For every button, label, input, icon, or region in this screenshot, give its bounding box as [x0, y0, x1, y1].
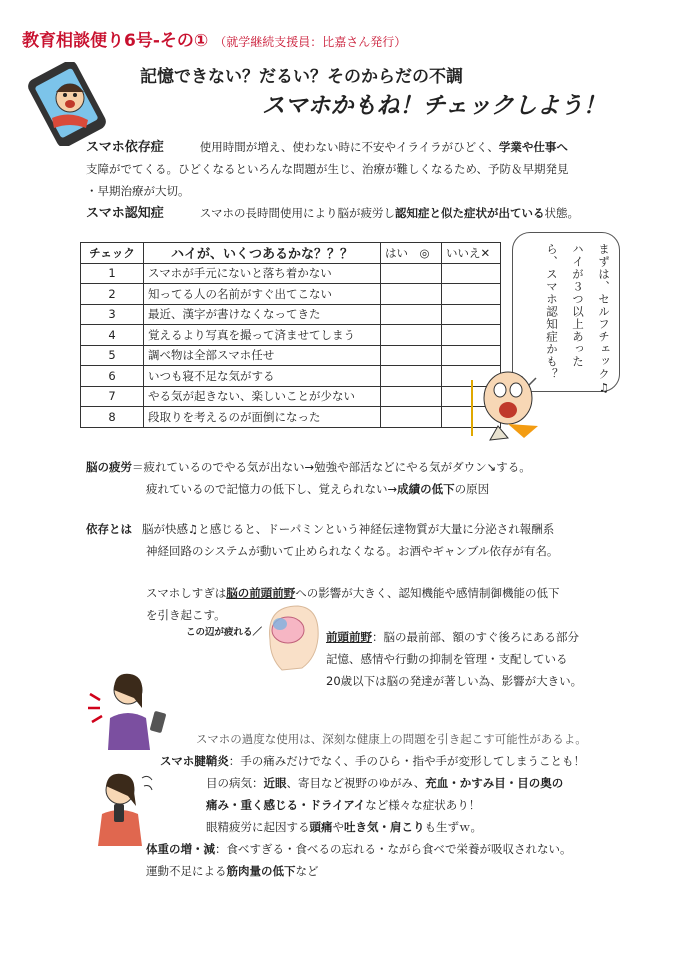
table-row: [81, 304, 501, 325]
eye-text1c: 、寄目など視野のゆがみ、: [286, 776, 426, 790]
table-row: [81, 284, 501, 305]
addiction-label: 依存とは: [86, 522, 132, 536]
table-row: [81, 366, 501, 387]
dementia-text-a: スマホの長時間使用により脳が疲労し: [199, 206, 396, 220]
exercise-line: [146, 860, 319, 882]
dependence-line1: [86, 136, 568, 159]
title-text: 教育相談便り6号-その①: [22, 31, 209, 51]
weight-label: 体重の増・減: [146, 842, 215, 856]
row-num: 1: [81, 263, 144, 284]
row-num: 7: [81, 386, 144, 407]
eye-text1d: 充血・かすみ目・目の奥の: [425, 776, 564, 790]
dependence-heading: スマホ依存症: [86, 140, 164, 155]
row-text: スマホが手元にないと落ち着かない: [144, 263, 381, 284]
fatigue-text2a: 疲れているので記憶力の低下し、覚えられない→: [146, 482, 398, 496]
shocked-character-illustration: [468, 360, 558, 442]
dependence-text-b: 学業や仕事へ: [498, 140, 568, 154]
eye-text3d: 吐き気・肩こり: [344, 820, 425, 834]
yes-cell[interactable]: [381, 263, 442, 284]
prefrontal-text1b: 脳の前頭前野: [226, 586, 296, 600]
row-num: 5: [81, 345, 144, 366]
yes-cell[interactable]: [381, 345, 442, 366]
row-text: 最近、漢字が書けなくなってきた: [144, 304, 381, 325]
prefrontal-text1a: スマホしすぎは: [146, 586, 227, 600]
no-cell[interactable]: [442, 263, 501, 284]
bubble-col3: ら、スマホ認知症かも？: [545, 243, 559, 381]
fatigue-label: 脳の疲労: [86, 460, 132, 474]
bubble-col1: まずは、セルフチェック♫: [597, 243, 611, 396]
prefrontal-term: 前頭前野: [326, 630, 372, 644]
yes-cell[interactable]: [381, 407, 442, 428]
prefrontal-def2: 記憶、感情や行動の抑制を管理・支配している: [326, 652, 568, 666]
fatigue-line2: [146, 478, 489, 500]
dementia-heading: スマホ認知症: [86, 206, 164, 221]
tendon-label: スマホ腱鞘炎: [160, 754, 229, 768]
dementia-line: [86, 202, 579, 225]
brain-callout: この辺が疲れる／: [186, 627, 263, 638]
prefrontal-line2: を引き起こす。: [146, 608, 226, 622]
table-row: [81, 345, 501, 366]
fatigue-text1: ＝疲れているのでやる気が出ない→勉強や部活などにやる気がダウン↘する。: [132, 460, 531, 474]
col-question: ハイが、いくつあるかな？？？: [144, 243, 381, 264]
eye-text3c: や: [332, 820, 344, 834]
col-no: いいえ✕: [442, 243, 501, 264]
yes-cell[interactable]: [381, 325, 442, 346]
prefrontal-def1-text: ：脳の最前部、額のすぐ後ろにある部分: [372, 630, 579, 644]
weight-line: [146, 838, 572, 860]
row-num: 4: [81, 325, 144, 346]
prefrontal-def3: 20歳以下は脳の発達が著しい為、影響が大きい。: [326, 674, 583, 688]
issuer-text: （就学継続支援員：比嘉さん発行）: [214, 35, 407, 49]
bubble-col2: ハイが３つ以上あった: [571, 243, 585, 368]
tendon-text: ：手の痛みだけでなく、手のひら・指や手が変形してしまうことも！: [228, 754, 586, 768]
yes-cell[interactable]: [381, 284, 442, 305]
row-text: いつも寝不足な気がする: [144, 366, 381, 387]
fatigue-text2b: 成績の低下: [397, 482, 455, 496]
eye-line3: [206, 816, 482, 838]
addiction-line1: [86, 518, 554, 540]
row-num: 2: [81, 284, 144, 305]
weight-text: ：食べすぎる・食べるの忘れる・ながら食べで栄養が吸収されない。: [215, 842, 572, 856]
eye-line1: [206, 772, 563, 794]
yes-cell[interactable]: [381, 366, 442, 387]
eye-line2: [206, 794, 480, 816]
headline-line1: 記憶できない？だるい？そのからだの不調: [140, 67, 463, 87]
table-row: [81, 407, 501, 428]
prefrontal-text1c: への影響が大きく、認知機能や感情制御機能の低下: [295, 586, 560, 600]
eye-text1a: 目の病気：: [206, 776, 264, 790]
eye-text2b: など様々な症状あり！: [365, 798, 481, 812]
self-check-table: [80, 242, 501, 428]
dementia-text-b: 認知症と似た症状が出ている: [395, 206, 545, 220]
col-yes: はい ◎: [381, 243, 442, 264]
exercise-text-b: 筋肉量の低下: [226, 864, 296, 878]
table-header-row: [81, 243, 501, 264]
health-intro: スマホの過度な使用は、深刻な健康上の問題を引き起こす可能性があるよ。: [196, 732, 587, 746]
tendon-line: [160, 750, 585, 772]
prefrontal-def1: [326, 626, 579, 648]
dependence-text-a: 使用時間が増え、使わない時に不安やイライラがひどく、: [199, 140, 499, 154]
brain-head-illustration: [258, 600, 324, 672]
yes-cell[interactable]: [381, 386, 442, 407]
phone-character-illustration: [26, 62, 108, 146]
sore-hand-woman-illustration: [84, 668, 180, 752]
headline-line2: スマホかもね！チェックしよう！: [262, 93, 606, 119]
row-text: 段取りを考えるのが面倒になった: [144, 407, 381, 428]
table-row: [81, 263, 501, 284]
no-cell[interactable]: [442, 284, 501, 305]
eye-text3a: 眼精疲労に起因する: [206, 820, 310, 834]
no-cell[interactable]: [442, 304, 501, 325]
table-row: [81, 386, 501, 407]
exercise-text-a: 運動不足による: [146, 864, 227, 878]
fatigue-line1: [86, 456, 531, 478]
eye-text3b: 頭痛: [309, 820, 333, 834]
eye-text1b: 近眼: [263, 776, 287, 790]
eye-strain-girl-illustration: [90, 766, 160, 846]
addiction-text1: 脳が快感♫と感じると、ドーパミンという神経伝達物質が大量に分泌され報酬系: [142, 522, 555, 536]
dependence-line3: ・早期治療が大切。: [86, 184, 190, 198]
row-text: 覚えるより写真を撮って済ませてしまう: [144, 325, 381, 346]
newsletter-title: [22, 26, 406, 51]
row-text: やる気が起きない、楽しいことが少ない: [144, 386, 381, 407]
exercise-text-c: など: [295, 864, 319, 878]
eye-text2a: 痛み・重く感じる・ドライアイ: [206, 798, 366, 812]
no-cell[interactable]: [442, 325, 501, 346]
dependence-line2: 支障がでてくる。ひどくなるといろんな問題が生じ、治療が難しくなるため、予防＆早期発見: [86, 162, 569, 176]
dementia-text-c: 状態。: [544, 206, 580, 220]
prefrontal-line1: [146, 582, 560, 604]
row-num: 8: [81, 407, 144, 428]
addiction-line2: 神経回路のシステムが動いて止められなくなる。お酒やギャンブル依存が有名。: [146, 544, 559, 558]
table-row: [81, 325, 501, 346]
row-text: 調べ物は全部スマホ任せ: [144, 345, 381, 366]
row-num: 6: [81, 366, 144, 387]
row-num: 3: [81, 304, 144, 325]
row-text: 知ってる人の名前がすぐ出てこない: [144, 284, 381, 305]
yes-cell[interactable]: [381, 304, 442, 325]
eye-text3e: も生ずｗ。: [424, 820, 482, 834]
fatigue-text2c: の原因: [454, 482, 490, 496]
col-check: チェック: [81, 243, 144, 264]
